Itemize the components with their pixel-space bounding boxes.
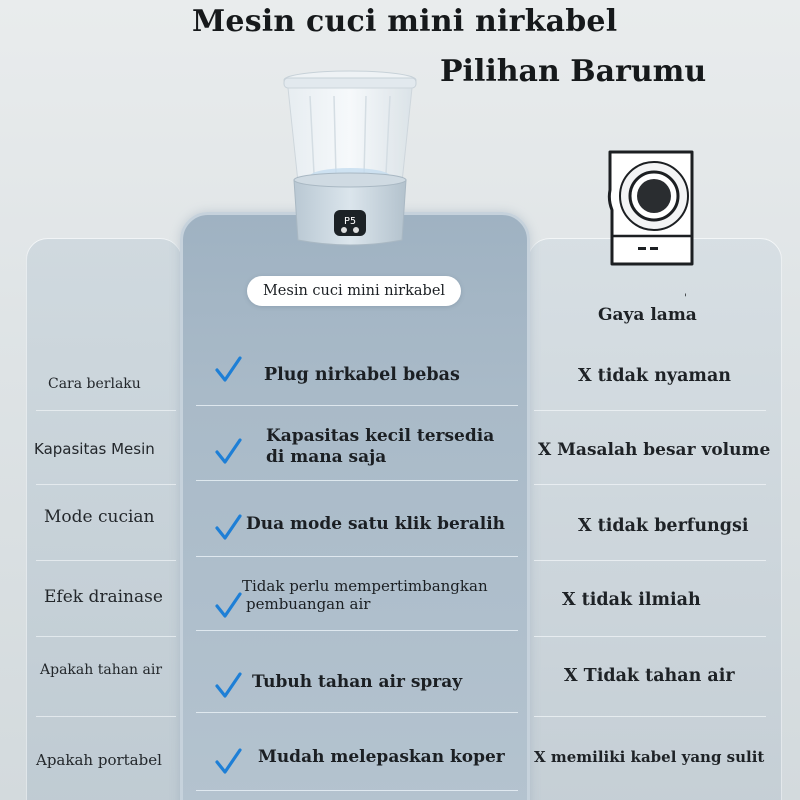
page-title: Mesin cuci mini nirkabel: [192, 4, 618, 39]
row-divider: [196, 405, 518, 406]
washing-machine-icon: [606, 150, 696, 266]
row-feature-cara-berlaku: Plug nirkabel bebas: [264, 365, 460, 385]
row-divider: [36, 410, 176, 411]
row-feature-kapasitas-line1: Kapasitas kecil tersedia: [266, 426, 495, 446]
row-divider: [534, 484, 766, 485]
page-subtitle: Pilihan Barumu: [440, 54, 707, 89]
row-old-portabel: X memiliki kabel yang sulit: [534, 748, 765, 766]
check-icon: [214, 514, 242, 542]
row-label-cara-berlaku: Cara berlaku: [48, 376, 141, 392]
check-icon: [214, 438, 242, 466]
check-icon: [214, 592, 242, 620]
row-feature-kapasitas-line2: di mana saja: [266, 447, 387, 467]
row-divider: [196, 556, 518, 557]
old-style-label: Gaya lama: [598, 305, 697, 325]
row-divider: [534, 716, 766, 717]
row-feature-portabel: Mudah melepaskan koper: [258, 747, 505, 767]
row-label-efek-drainase: Efek drainase: [44, 587, 163, 607]
check-icon: [214, 748, 242, 776]
row-divider: [196, 790, 518, 791]
mini-washer-illustration: [270, 70, 430, 250]
row-label-tahan-air: Apakah tahan air: [40, 662, 163, 678]
new-product-label: Mesin cuci mini nirkabel: [247, 276, 461, 306]
row-divider: [36, 484, 176, 485]
row-divider: [196, 630, 518, 631]
row-old-mode-cucian: X tidak berfungsi: [578, 516, 749, 536]
check-icon: [214, 672, 242, 700]
row-divider: [534, 410, 766, 411]
display-text: P5: [343, 216, 357, 227]
row-feature-mode-cucian: Dua mode satu klik beralih: [246, 514, 506, 534]
row-label-kapasitas-mesin: Kapasitas Mesin: [34, 440, 155, 458]
row-divider: [534, 636, 766, 637]
check-icon: [214, 356, 242, 384]
row-old-cara-berlaku: X tidak nyaman: [578, 366, 732, 386]
row-divider: [36, 560, 176, 561]
row-old-efek-drainase: X tidak ilmiah: [562, 590, 701, 610]
row-feature-drainase-line2: pembuangan air: [246, 595, 371, 613]
row-feature-drainase-line1: Tidak perlu mempertimbangkan: [242, 577, 488, 595]
row-feature-tahan-air: Tubuh tahan air spray: [252, 672, 463, 692]
row-label-mode-cucian: Mode cucian: [44, 507, 155, 527]
row-divider: [36, 716, 176, 717]
row-old-kapasitas-mesin: X Masalah besar volume: [538, 440, 771, 460]
row-old-tahan-air: X Tidak tahan air: [564, 666, 735, 686]
row-label-portabel: Apakah portabel: [36, 751, 162, 769]
row-divider: [36, 636, 176, 637]
old-style-mark: ': [684, 293, 687, 304]
row-divider: [196, 480, 518, 481]
row-divider: [534, 560, 766, 561]
row-divider: [196, 712, 518, 713]
